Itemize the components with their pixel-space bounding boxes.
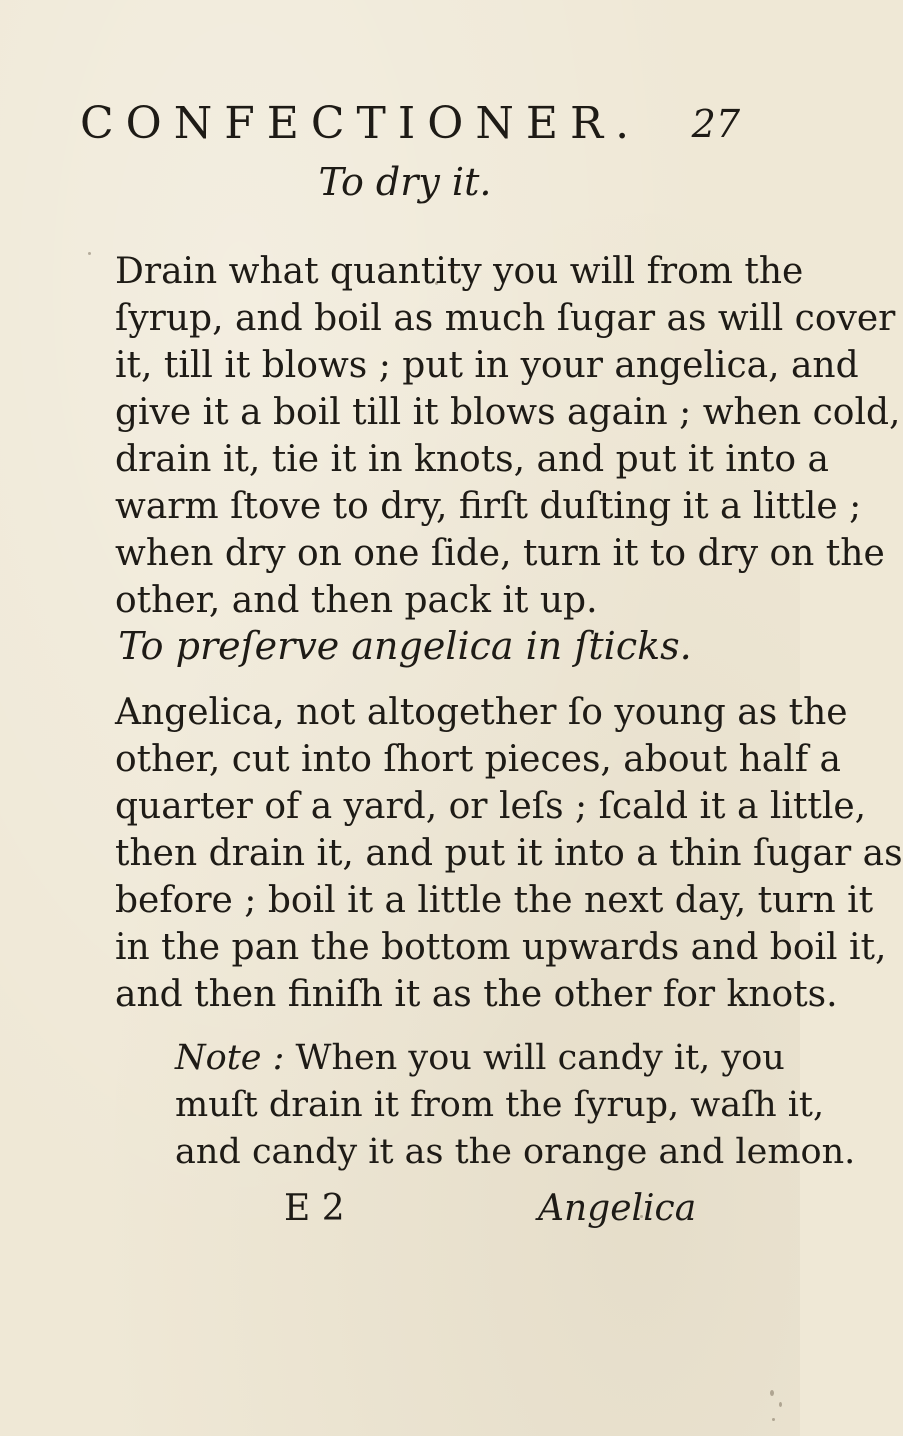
section-heading-to-dry-it: To dry it.: [318, 160, 492, 204]
paper-speck: [770, 1390, 774, 1396]
text-line: in the pan the bottom upwards and boil it,: [115, 927, 887, 968]
text-line: when dry on one ſide, turn it to dry on the: [115, 533, 885, 574]
paragraph-preserve-angelica: [115, 689, 903, 1018]
note-paragraph: [175, 1035, 856, 1176]
paper-speck: [779, 1402, 782, 1407]
text-line: and then finiſh it as the other for knots.: [115, 974, 838, 1015]
page-header: [60, 98, 740, 148]
text-line: Drain what quantity you will from the: [115, 251, 804, 292]
paper-speck: [435, 282, 438, 285]
paragraph-to-dry-it: [115, 248, 901, 624]
note-text: When you will candy it, you: [284, 1038, 785, 1078]
signature-mark: E 2: [284, 1188, 345, 1229]
text-line: muſt drain it from the ſyrup, waſh it,: [175, 1085, 825, 1125]
text-line: quarter of a yard, or leſs ; ſcald it a little,: [115, 786, 867, 827]
text-line: and candy it as the orange and lemon.: [175, 1132, 856, 1172]
text-line: ſyrup, and boil as much ſugar as will cover: [115, 298, 896, 339]
paper-speck: [452, 266, 455, 269]
paper-speck: [772, 1418, 775, 1421]
text-line: Angelica, not altogether ſo young as the: [115, 692, 848, 733]
paper-speck: [88, 252, 91, 255]
text-line: before ; boil it a little the next day, turn it: [115, 880, 874, 921]
text-line: it, till it blows ; put in your angelica, and: [115, 345, 859, 386]
paper-speck: [640, 1215, 643, 1218]
note-label: Note :: [175, 1038, 285, 1078]
running-title: CONFECTIONER.: [80, 98, 642, 149]
text-line: then drain it, and put it into a thin ſugar as: [115, 833, 903, 874]
text-line: other, cut into ſhort pieces, about half a: [115, 739, 841, 780]
note-first-line: [175, 1035, 785, 1082]
section-heading-preserve-angelica: To preſerve angelica in ſticks.: [118, 624, 692, 668]
text-line: give it a boil till it blows again ; when cold,: [115, 392, 901, 433]
page-number: 27: [691, 102, 740, 146]
catchword: Angelica: [538, 1188, 697, 1229]
text-line: drain it, tie it in knots, and put it into a: [115, 439, 829, 480]
text-line: other, and then pack it up.: [115, 580, 598, 621]
text-line: warm ſtove to dry, firſt duſting it a little ;: [115, 486, 862, 527]
